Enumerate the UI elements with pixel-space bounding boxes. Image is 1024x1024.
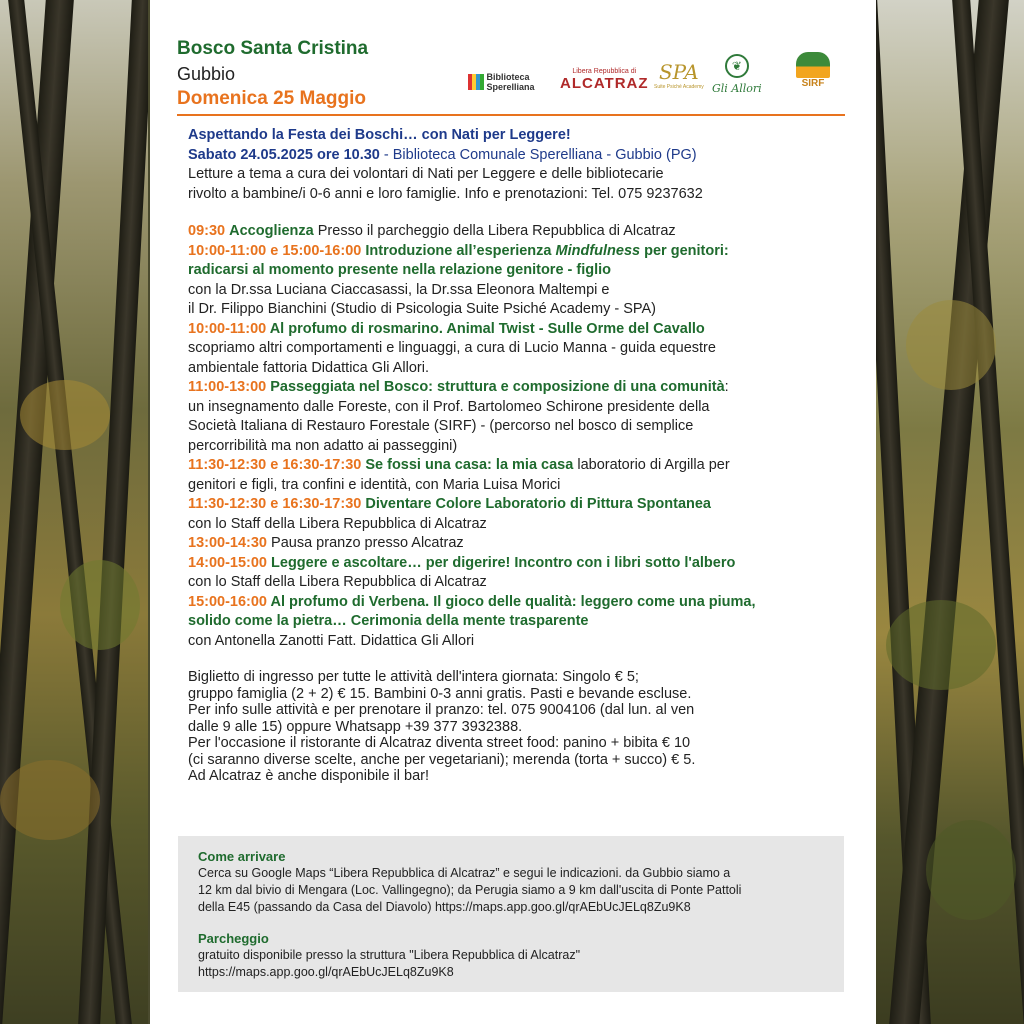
program-time: 10:00-11:00 <box>188 320 267 337</box>
program-detail-inline: laboratorio di Argilla per <box>573 457 730 473</box>
directions-line: della E45 (passando da Casa del Diavolo) https://maps.app.goo.gl/qrAEbUcJELq8Zu9K8 <box>198 900 691 914</box>
program-time: 13:00-14:30 <box>188 535 267 551</box>
flyer-panel <box>150 0 876 1024</box>
program-title-italic: Mindfulness <box>555 242 641 259</box>
biblioteca-logo <box>468 72 535 92</box>
foliage <box>20 380 110 450</box>
program-time: 11:30-12:30 e 16:30-17:30 <box>188 457 362 473</box>
program-time: 09:30 <box>188 223 226 239</box>
event-date: Domenica 25 Maggio <box>177 88 366 109</box>
program-detail: percorribilità ma non adatto ai passeggini) <box>188 437 458 454</box>
program-time: 14:00-15:00 <box>188 554 267 571</box>
allori-logo-text: Gli Allori <box>712 82 762 95</box>
intro-title: Aspettando la Festa dei Boschi… con Nati per Leggere! <box>188 127 571 143</box>
directions-box <box>178 836 844 992</box>
flyer-body <box>188 126 848 785</box>
ticket-line: Ad Alcatraz è anche disponibile il bar! <box>188 768 430 784</box>
program-detail: Società Italiana di Restauro Forestale (SIRF) - (percorso nel bosco di semplice <box>188 418 694 434</box>
program-detail: il Dr. Filippo Bianchini (Studio di Psicologia Suite Psiché Academy - SPA) <box>188 301 656 317</box>
program-title: Se fossi una casa: la mia casa <box>361 457 574 473</box>
spa-logo <box>654 60 704 90</box>
biblioteca-icon <box>468 74 484 90</box>
alcatraz-logo-small: Libera Repubblica di <box>572 68 637 75</box>
program-time: 11:00-13:00 <box>188 379 267 395</box>
program-item <box>188 593 848 652</box>
ticket-line: Biglietto di ingresso per tutte le attività dell'intera giornata: Singolo € 5; <box>188 669 639 685</box>
program-title-line2: radicarsi al momento presente nella relazione genitore - figlio <box>188 262 612 278</box>
program-detail: con lo Staff della Libera Repubblica di Alcatraz <box>188 574 487 590</box>
program-detail: con la Dr.ssa Luciana Ciaccasassi, la Dr.ssa Eleonora Maltempi e <box>188 281 610 298</box>
program-item <box>188 456 848 495</box>
foliage <box>886 600 996 690</box>
program-title: Al profumo di Verbena. Il gioco delle qualità: leggero come una piuma, <box>267 593 756 610</box>
program-detail: con lo Staff della Libera Repubblica di Alcatraz <box>188 515 487 532</box>
program-item <box>188 534 848 554</box>
event-city: Gubbio <box>177 64 236 84</box>
program-item <box>188 378 848 456</box>
program-detail: ambientale fattoria Didattica Gli Allori. <box>188 359 429 376</box>
header-divider <box>177 114 845 116</box>
foliage <box>0 760 100 840</box>
spa-logo-sub: Suite Psiché Academy <box>654 84 704 90</box>
foliage <box>926 820 1016 920</box>
forest-photo-right <box>876 0 1024 1024</box>
directions-title: Come arrivare <box>198 849 286 864</box>
partner-logos <box>468 52 838 102</box>
foliage <box>60 560 140 650</box>
program-list <box>188 222 848 651</box>
alcatraz-logo <box>560 68 649 92</box>
intro-where: - Biblioteca Comunale Sperelliana - Gubbio (PG) <box>379 146 697 163</box>
program-title-line2: solido come la pietra… Cerimonia della mente trasparente <box>188 613 589 629</box>
parking-line: gratuito disponibile presso la struttura "Libera Repubblica di Alcatraz" <box>198 948 581 962</box>
event-location-title: Bosco Santa Cristina <box>177 38 369 59</box>
program-item <box>188 222 848 242</box>
ticket-line: dalle 9 alle 15) oppure Whatsapp +39 377 3932388. <box>188 718 523 735</box>
sirf-logo <box>796 52 830 89</box>
ticket-line: Per info sulle attività e per prenotare il pranzo: tel. 075 9004106 (dal lun. al ven <box>188 702 695 718</box>
ticket-line: Per l'occasione il ristorante di Alcatraz diventa street food: panino + bibita € 10 <box>188 735 691 751</box>
program-time: 10:00-11:00 e 15:00-16:00 <box>188 242 362 259</box>
program-time: 15:00-16:00 <box>188 593 267 610</box>
program-item <box>188 495 848 534</box>
tree-hill-icon <box>796 52 830 78</box>
biblioteca-logo-line2: Sperelliana <box>486 82 535 92</box>
directions-line: 12 km dal bivio di Mengara (Loc. Vallingegno); da Perugia siamo a 9 km dall'uscita di Ponte Pattoli <box>198 883 742 897</box>
program-title: Al profumo di rosmarino. Animal Twist - Sulle Orme del Cavallo <box>266 320 705 337</box>
program-detail: scopriamo altri comportamenti e linguaggi, a cura di Lucio Manna - guida equestre <box>188 340 716 356</box>
intro-desc-2: rivolto a bambine/i 0-6 anni e loro famiglie. Info e prenotazioni: Tel. 075 9237632 <box>188 185 703 202</box>
alcatraz-logo-text: ALCATRAZ <box>560 75 649 92</box>
intro-section <box>188 126 848 204</box>
allori-logo <box>712 54 762 95</box>
program-detail: genitori e figli, tra confini e identità, con Maria Luisa Morici <box>188 476 561 493</box>
spa-logo-text: SPA <box>658 60 699 84</box>
program-title-end: per genitori: <box>640 242 729 259</box>
parking-link[interactable]: https://maps.app.goo.gl/qrAEbUcJELq8Zu9K8 <box>198 965 454 979</box>
leaf-icon: ❦ <box>725 54 749 78</box>
program-detail-inline: : <box>724 379 729 395</box>
foliage <box>906 300 996 390</box>
program-detail-inline: Pausa pranzo presso Alcatraz <box>267 535 464 551</box>
biblioteca-logo-line1: Biblioteca <box>486 72 530 82</box>
forest-photo-left <box>0 0 148 1024</box>
program-title: Passeggiata nel Bosco: struttura e composizione di una comunità <box>266 379 725 395</box>
program-item <box>188 554 848 593</box>
program-title: Diventare Colore Laboratorio di Pittura Spontanea <box>361 496 711 512</box>
intro-when: Sabato 24.05.2025 ore 10.30 <box>188 146 380 163</box>
program-item <box>188 242 848 320</box>
program-title: Introduzione all’esperienza <box>361 242 556 259</box>
program-title: Accoglienza <box>229 223 314 239</box>
ticket-info <box>188 669 848 785</box>
intro-desc-1: Letture a tema a cura dei volontari di Nati per Leggere e delle bibliotecarie <box>188 166 664 182</box>
ticket-line: gruppo famiglia (2 + 2) € 15. Bambini 0-3 anni gratis. Pasti e bevande escluse. <box>188 685 692 702</box>
program-time: 11:30-12:30 e 16:30-17:30 <box>188 496 362 512</box>
directions-line: Cerca su Google Maps “Libera Repubblica di Alcatraz” e segui le indicazioni. da Gubbio siamo a <box>198 866 731 880</box>
ticket-line: (ci saranno diverse scelte, anche per vegetariani); merenda (torta + succo) € 5. <box>188 751 696 768</box>
program-detail: un insegnamento dalle Foreste, con il Prof. Bartolomeo Schirone presidente della <box>188 398 710 415</box>
parking-title: Parcheggio <box>198 931 269 946</box>
program-title: Leggere e ascoltare… per digerire! Incontro con i libri sotto l'albero <box>267 554 736 571</box>
program-detail: Presso il parcheggio della Libera Repubblica di Alcatraz <box>313 223 676 239</box>
sirf-logo-text: SIRF <box>801 78 825 89</box>
program-detail: con Antonella Zanotti Fatt. Didattica Gli Allori <box>188 632 475 649</box>
program-item <box>188 320 848 379</box>
